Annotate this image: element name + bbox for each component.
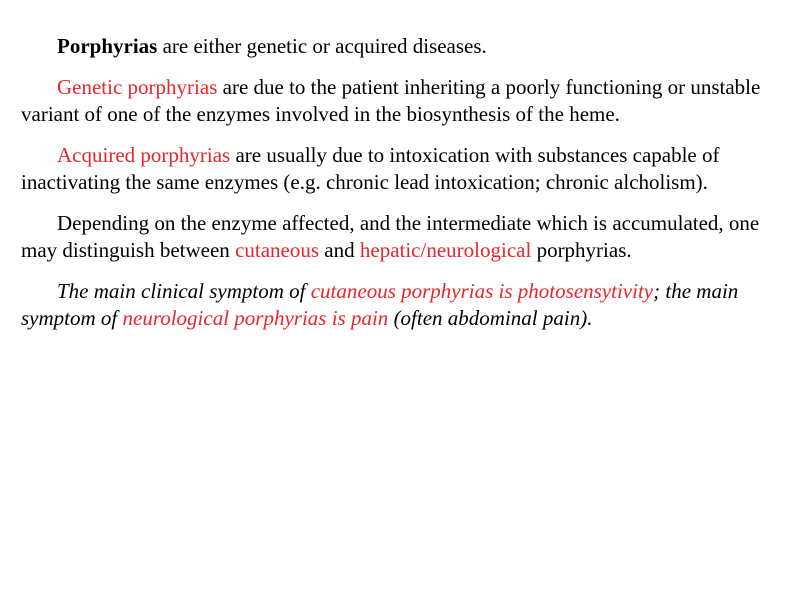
- paragraph-porphyrias-definition: [21, 33, 764, 60]
- paragraph-text: (often abdominal pain).: [388, 306, 593, 330]
- paragraph-acquired-porphyrias: [21, 142, 764, 196]
- term-genetic-porphyrias: Genetic porphyrias: [57, 75, 218, 99]
- paragraph-text: Depending on the enzyme affected, and the intermediate which is accumulated, one may distinguish between: [21, 211, 760, 262]
- paragraph-text: are usually due to intoxication with substances capable of inactivating the same enzymes (e.g. chronic lead intoxication; chronic alcholism).: [21, 143, 720, 194]
- paragraph-text: are either genetic or acquired diseases.: [157, 34, 487, 58]
- paragraph-clinical-symptoms: [21, 278, 764, 332]
- paragraph-enzyme-classification: [21, 210, 764, 264]
- paragraph-genetic-porphyrias: [21, 74, 764, 128]
- paragraph-text: porphyrias.: [531, 238, 632, 262]
- paragraph-text: The main clinical symptom of: [57, 279, 311, 303]
- paragraph-text: and: [319, 238, 360, 262]
- term-acquired-porphyrias: Acquired porphyrias: [57, 143, 231, 167]
- paragraph-text: ; the main symptom of: [21, 279, 739, 330]
- term-cutaneous: cutaneous: [235, 238, 320, 262]
- term-neurological-symptom: neurological porphyrias is pain: [122, 306, 389, 330]
- paragraph-text: are due to the patient inheriting a poorly functioning or unstable variant of one of the enzymes involved in the biosynthesis of the heme.: [21, 75, 761, 126]
- term-cutaneous-symptom: cutaneous porphyrias is photosensytivity: [310, 279, 654, 303]
- term-hepatic-neurological: hepatic/neurological: [359, 238, 532, 262]
- term-porphyrias: Porphyrias: [57, 34, 158, 58]
